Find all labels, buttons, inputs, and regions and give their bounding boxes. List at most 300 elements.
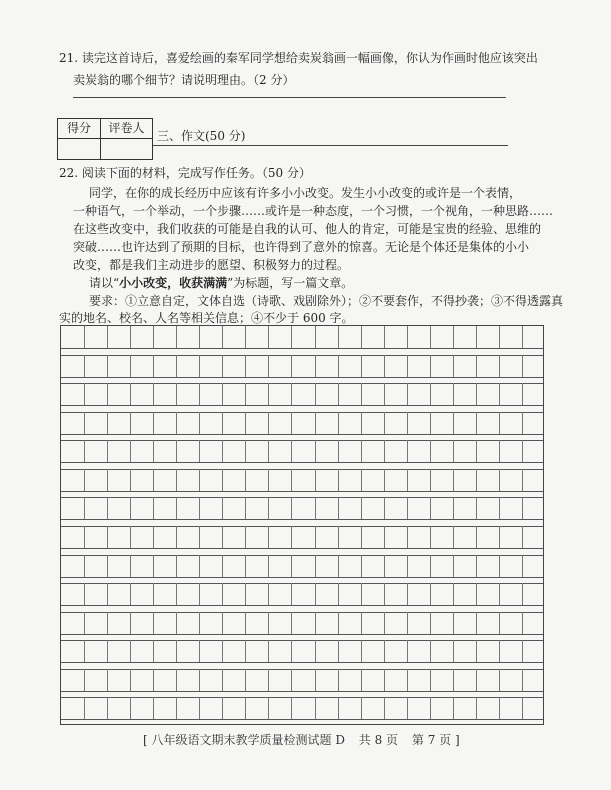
grid-cell-divider <box>499 583 500 605</box>
current-page: 第 7 页 <box>411 733 452 747</box>
grid-cell-divider <box>453 697 454 719</box>
grid-cell-divider <box>338 440 339 462</box>
grid-cell-divider <box>245 583 246 605</box>
grid-row-line <box>61 355 543 356</box>
total-pages: 共 8 页 <box>358 733 399 747</box>
grid-cell-divider <box>407 497 408 519</box>
grid-cell-divider <box>245 355 246 377</box>
grid-cell-divider <box>268 640 269 662</box>
grid-cell-divider <box>222 526 223 548</box>
grid-cell-divider <box>245 640 246 662</box>
grid-cell-divider <box>407 697 408 719</box>
grid-row-line <box>61 440 543 441</box>
grid-cell-divider <box>499 469 500 491</box>
grid-cell-divider <box>268 497 269 519</box>
grid-cell-divider <box>430 412 431 434</box>
grid-cell-divider <box>338 497 339 519</box>
section-title: 三、作文(50 分) <box>157 129 246 143</box>
grid-cell-divider <box>361 497 362 519</box>
grid-cell-divider <box>315 640 316 662</box>
grid-cell-divider <box>268 526 269 548</box>
grid-cell-divider <box>384 383 385 405</box>
grid-cell-divider <box>338 355 339 377</box>
grid-cell-divider <box>291 412 292 434</box>
grid-cell-divider <box>130 640 131 662</box>
grid-cell-divider <box>222 583 223 605</box>
grid-cell-divider <box>476 555 477 577</box>
grid-cell-divider <box>384 526 385 548</box>
grid-cell-divider <box>338 469 339 491</box>
grid-cell-divider <box>315 526 316 548</box>
grid-cell-divider <box>84 355 85 377</box>
grid-cell-divider <box>453 640 454 662</box>
grid-cell-divider <box>407 469 408 491</box>
grid-cell-divider <box>291 469 292 491</box>
grid-cell-divider <box>199 640 200 662</box>
grid-cell-divider <box>499 497 500 519</box>
grid-cell-divider <box>522 469 523 491</box>
grid-cell-divider <box>361 669 362 691</box>
grid-cell-divider <box>476 669 477 691</box>
grid-cell-divider <box>291 555 292 577</box>
grid-cell-divider <box>222 412 223 434</box>
task-prefix: 请以“ <box>89 276 120 290</box>
requirement-line-2: 实的地名、校名、人名等相关信息；④不少于 600 字。 <box>59 311 354 325</box>
grid-cell-divider <box>107 583 108 605</box>
grid-cell-divider <box>107 383 108 405</box>
grid-cell-divider <box>130 555 131 577</box>
grid-cell-divider <box>522 583 523 605</box>
grid-cell-divider <box>453 469 454 491</box>
grid-cell-divider <box>291 326 292 348</box>
grid-cell-divider <box>107 526 108 548</box>
grid-cell-divider <box>176 412 177 434</box>
grid-row-line <box>61 491 543 492</box>
task-title: 小小改变，收获满满 <box>119 276 228 290</box>
grid-cell-divider <box>291 640 292 662</box>
grid-cell-divider <box>430 583 431 605</box>
grid-cell-divider <box>476 612 477 634</box>
grid-cell-divider <box>384 555 385 577</box>
grid-cell-divider <box>153 669 154 691</box>
grid-cell-divider <box>268 583 269 605</box>
grid-cell-divider <box>84 497 85 519</box>
grid-cell-divider <box>430 697 431 719</box>
grid-cell-divider <box>361 526 362 548</box>
grid-cell-divider <box>130 383 131 405</box>
grid-cell-divider <box>499 612 500 634</box>
grid-cell-divider <box>222 383 223 405</box>
grid-cell-divider <box>268 412 269 434</box>
grid-cell-divider <box>176 440 177 462</box>
grid-cell-divider <box>107 640 108 662</box>
grid-cell-divider <box>407 326 408 348</box>
grid-cell-divider <box>268 440 269 462</box>
grid-cell-divider <box>153 640 154 662</box>
grid-cell-divider <box>199 555 200 577</box>
grid-cell-divider <box>522 526 523 548</box>
grid-cell-divider <box>476 497 477 519</box>
grid-cell-divider <box>245 669 246 691</box>
grid-cell-divider <box>499 697 500 719</box>
grid-cell-divider <box>222 326 223 348</box>
grid-cell-divider <box>476 355 477 377</box>
grid-cell-divider <box>384 669 385 691</box>
grid-cell-divider <box>107 355 108 377</box>
grid-cell-divider <box>268 326 269 348</box>
grid-cell-divider <box>176 526 177 548</box>
grid-cell-divider <box>107 412 108 434</box>
grid-cell-divider <box>291 497 292 519</box>
footer-bracket-open: [ <box>143 733 148 747</box>
task-line <box>89 275 353 291</box>
grid-cell-divider <box>291 383 292 405</box>
grid-cell-divider <box>338 383 339 405</box>
grid-row-line <box>61 662 543 663</box>
grid-cell-divider <box>84 612 85 634</box>
grid-cell-divider <box>361 440 362 462</box>
grid-cell-divider <box>84 326 85 348</box>
grid-row-line <box>61 434 543 435</box>
grid-cell-divider <box>476 583 477 605</box>
grid-cell-divider <box>430 555 431 577</box>
grid-cell-divider <box>130 612 131 634</box>
grid-cell-divider <box>291 612 292 634</box>
grid-cell-divider <box>453 583 454 605</box>
material-line-4: 突破……也许达到了预期的目标，也许得到了意外的惊喜。无论是个体还是集体的小小 <box>73 240 530 254</box>
material-line-3: 在这些改变中，我们收获的可能是自我的认可、他人的肯定，可能是宝贵的经验、思维的 <box>73 222 542 236</box>
exam-title: 八年级语文期末教学质量检测试题 D <box>151 733 345 747</box>
grid-cell-divider <box>384 640 385 662</box>
grid-cell-divider <box>107 497 108 519</box>
footer-bracket-close: ] <box>454 733 460 747</box>
grid-row-line <box>61 555 543 556</box>
grid-cell-divider <box>245 469 246 491</box>
grid-cell-divider <box>476 412 477 434</box>
grid-cell-divider <box>199 440 200 462</box>
page-footer <box>143 732 460 748</box>
grid-cell-divider <box>222 555 223 577</box>
grid-cell-divider <box>176 469 177 491</box>
grid-cell-divider <box>245 612 246 634</box>
grid-cell-divider <box>291 526 292 548</box>
grid-cell-divider <box>476 440 477 462</box>
grid-cell-divider <box>130 326 131 348</box>
grid-cell-divider <box>407 555 408 577</box>
grader-field[interactable] <box>101 139 152 159</box>
grid-cell-divider <box>407 440 408 462</box>
grid-cell-divider <box>338 640 339 662</box>
score-field[interactable] <box>58 139 101 159</box>
grid-cell-divider <box>315 669 316 691</box>
grid-cell-divider <box>153 697 154 719</box>
grid-cell-divider <box>84 697 85 719</box>
q21-answer-line <box>73 97 506 98</box>
grid-cell-divider <box>522 612 523 634</box>
grid-cell-divider <box>522 697 523 719</box>
grid-cell-divider <box>268 469 269 491</box>
grid-row-line <box>61 669 543 670</box>
grid-cell-divider <box>84 440 85 462</box>
grid-row-line <box>61 719 543 720</box>
grid-cell-divider <box>407 412 408 434</box>
grid-row-line <box>61 348 543 349</box>
grid-cell-divider <box>153 612 154 634</box>
grid-cell-divider <box>268 669 269 691</box>
grid-cell-divider <box>291 440 292 462</box>
grid-cell-divider <box>361 583 362 605</box>
grid-row-line <box>61 697 543 698</box>
grid-cell-divider <box>245 697 246 719</box>
grid-cell-divider <box>315 383 316 405</box>
grid-cell-divider <box>222 440 223 462</box>
grid-cell-divider <box>222 612 223 634</box>
grid-cell-divider <box>407 526 408 548</box>
grid-cell-divider <box>84 583 85 605</box>
grid-cell-divider <box>84 526 85 548</box>
grid-cell-divider <box>476 697 477 719</box>
grid-cell-divider <box>407 640 408 662</box>
grid-cell-divider <box>499 326 500 348</box>
grid-cell-divider <box>153 355 154 377</box>
grid-cell-divider <box>476 640 477 662</box>
grid-cell-divider <box>268 555 269 577</box>
grid-cell-divider <box>499 383 500 405</box>
grid-cell-divider <box>384 697 385 719</box>
grid-cell-divider <box>338 326 339 348</box>
grid-cell-divider <box>430 669 431 691</box>
grid-cell-divider <box>338 612 339 634</box>
grid-cell-divider <box>84 469 85 491</box>
grid-cell-divider <box>361 697 362 719</box>
grid-cell-divider <box>176 697 177 719</box>
grid-cell-divider <box>499 640 500 662</box>
grid-cell-divider <box>522 440 523 462</box>
grid-row-line <box>61 497 543 498</box>
grid-cell-divider <box>384 497 385 519</box>
grid-cell-divider <box>153 383 154 405</box>
q21-line2: 卖炭翁的哪个细节？请说明理由。（2 分） <box>73 73 295 87</box>
grid-cell-divider <box>453 612 454 634</box>
material-line-1: 同学，在你的成长经历中应该有许多小小改变。发生小小改变的或许是一个表情， <box>89 186 522 200</box>
grid-row-line <box>61 605 543 606</box>
grid-cell-divider <box>361 612 362 634</box>
grid-cell-divider <box>199 326 200 348</box>
grid-cell-divider <box>522 383 523 405</box>
grid-cell-divider <box>245 326 246 348</box>
grid-row-line <box>61 577 543 578</box>
grid-cell-divider <box>338 412 339 434</box>
grid-cell-divider <box>84 555 85 577</box>
grid-cell-divider <box>222 640 223 662</box>
grader-header: 评卷人 <box>101 119 152 139</box>
grid-cell-divider <box>176 355 177 377</box>
grid-cell-divider <box>384 355 385 377</box>
grid-row-line <box>61 526 543 527</box>
grid-cell-divider <box>453 497 454 519</box>
grid-cell-divider <box>522 355 523 377</box>
grid-cell-divider <box>153 555 154 577</box>
grid-cell-divider <box>522 640 523 662</box>
grid-cell-divider <box>338 555 339 577</box>
grid-row-line <box>61 519 543 520</box>
grid-cell-divider <box>315 697 316 719</box>
grid-cell-divider <box>453 412 454 434</box>
grid-cell-divider <box>130 497 131 519</box>
grid-cell-divider <box>245 555 246 577</box>
grid-cell-divider <box>222 469 223 491</box>
grid-cell-divider <box>384 583 385 605</box>
material-line-2: 一种语气，一个举动，一个步骤……或许是一种态度，一个习惯，一个视角，一种思路…… <box>73 204 554 218</box>
section-underline <box>153 145 508 146</box>
grid-cell-divider <box>476 326 477 348</box>
grid-cell-divider <box>453 355 454 377</box>
grid-cell-divider <box>338 526 339 548</box>
composition-grid[interactable] <box>60 325 544 725</box>
grid-cell-divider <box>130 355 131 377</box>
grid-cell-divider <box>522 326 523 348</box>
grid-cell-divider <box>268 355 269 377</box>
grid-cell-divider <box>315 469 316 491</box>
grid-cell-divider <box>338 669 339 691</box>
grid-cell-divider <box>153 412 154 434</box>
grid-row-line <box>61 383 543 384</box>
grid-cell-divider <box>453 440 454 462</box>
grid-cell-divider <box>130 469 131 491</box>
grid-cell-divider <box>176 669 177 691</box>
grid-cell-divider <box>153 526 154 548</box>
grid-cell-divider <box>199 383 200 405</box>
q21-line1: 21. 读完这首诗后，喜爱绘画的秦军同学想给卖炭翁画一幅画像，你认为作画时他应该突出 <box>59 51 538 65</box>
grid-cell-divider <box>153 326 154 348</box>
grid-cell-divider <box>245 526 246 548</box>
grid-cell-divider <box>153 497 154 519</box>
score-table <box>57 118 153 160</box>
grid-cell-divider <box>107 326 108 348</box>
grid-cell-divider <box>430 526 431 548</box>
grid-cell-divider <box>522 497 523 519</box>
grid-cell-divider <box>315 440 316 462</box>
grid-cell-divider <box>245 497 246 519</box>
grid-cell-divider <box>107 697 108 719</box>
grid-cell-divider <box>199 669 200 691</box>
grid-cell-divider <box>153 440 154 462</box>
grid-cell-divider <box>476 469 477 491</box>
grid-cell-divider <box>107 469 108 491</box>
grid-cell-divider <box>176 497 177 519</box>
grid-cell-divider <box>384 440 385 462</box>
score-header: 得分 <box>58 119 101 139</box>
grid-cell-divider <box>107 555 108 577</box>
grid-row-line <box>61 548 543 549</box>
grid-cell-divider <box>499 440 500 462</box>
grid-cell-divider <box>291 669 292 691</box>
grid-cell-divider <box>453 555 454 577</box>
grid-cell-divider <box>222 355 223 377</box>
grid-cell-divider <box>153 469 154 491</box>
grid-row-line <box>61 469 543 470</box>
grid-cell-divider <box>130 583 131 605</box>
grid-cell-divider <box>407 612 408 634</box>
grid-cell-divider <box>430 469 431 491</box>
grid-cell-divider <box>453 526 454 548</box>
grid-cell-divider <box>361 555 362 577</box>
grid-cell-divider <box>361 412 362 434</box>
grid-cell-divider <box>430 326 431 348</box>
grid-cell-divider <box>384 612 385 634</box>
grid-cell-divider <box>130 412 131 434</box>
grid-cell-divider <box>476 383 477 405</box>
grid-cell-divider <box>84 640 85 662</box>
grid-cell-divider <box>522 669 523 691</box>
grid-cell-divider <box>499 355 500 377</box>
grid-row-line <box>61 377 543 378</box>
grid-cell-divider <box>268 612 269 634</box>
grid-cell-divider <box>245 440 246 462</box>
grid-cell-divider <box>199 497 200 519</box>
grid-row-line <box>61 412 543 413</box>
grid-cell-divider <box>384 326 385 348</box>
q22-intro: 22. 阅读下面的材料，完成写作任务。（50 分） <box>59 166 311 180</box>
grid-cell-divider <box>430 383 431 405</box>
grid-cell-divider <box>361 469 362 491</box>
grid-cell-divider <box>430 612 431 634</box>
grid-cell-divider <box>222 697 223 719</box>
grid-cell-divider <box>153 583 154 605</box>
grid-row-line <box>61 612 543 613</box>
grid-cell-divider <box>430 440 431 462</box>
grid-cell-divider <box>522 412 523 434</box>
grid-cell-divider <box>199 697 200 719</box>
grid-cell-divider <box>499 526 500 548</box>
grid-cell-divider <box>176 612 177 634</box>
grid-cell-divider <box>291 697 292 719</box>
grid-row-line <box>61 691 543 692</box>
grid-cell-divider <box>407 383 408 405</box>
grid-cell-divider <box>361 326 362 348</box>
grid-cell-divider <box>361 355 362 377</box>
grid-cell-divider <box>361 640 362 662</box>
grid-cell-divider <box>222 669 223 691</box>
requirement-line-1: 要求：①立意自定，文体自选（诗歌、戏剧除外）；②不要套作，不得抄袭；③不得透露真 <box>89 294 564 308</box>
grid-cell-divider <box>315 555 316 577</box>
grid-cell-divider <box>499 555 500 577</box>
grid-cell-divider <box>199 355 200 377</box>
grid-cell-divider <box>84 669 85 691</box>
grid-row-line <box>61 640 543 641</box>
grid-cell-divider <box>176 583 177 605</box>
grid-cell-divider <box>384 469 385 491</box>
grid-cell-divider <box>476 526 477 548</box>
grid-cell-divider <box>499 669 500 691</box>
grid-cell-divider <box>407 355 408 377</box>
grid-cell-divider <box>315 612 316 634</box>
grid-cell-divider <box>176 383 177 405</box>
grid-row-line <box>61 583 543 584</box>
grid-cell-divider <box>384 412 385 434</box>
grid-cell-divider <box>315 326 316 348</box>
grid-cell-divider <box>107 612 108 634</box>
grid-cell-divider <box>199 612 200 634</box>
grid-cell-divider <box>315 355 316 377</box>
grid-cell-divider <box>315 583 316 605</box>
grid-row-line <box>61 462 543 463</box>
grid-cell-divider <box>315 497 316 519</box>
grid-cell-divider <box>338 697 339 719</box>
grid-cell-divider <box>199 583 200 605</box>
grid-cell-divider <box>268 383 269 405</box>
grid-cell-divider <box>338 583 339 605</box>
